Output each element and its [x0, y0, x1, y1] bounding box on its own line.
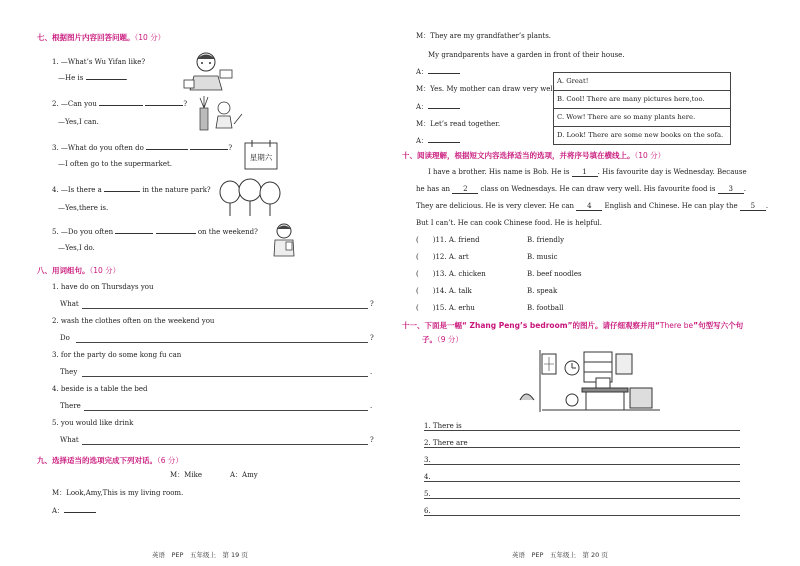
section-11-heading-tail: 子。: [422, 335, 437, 344]
section-8-title: [37, 267, 120, 275]
passage-line-3: [416, 203, 768, 211]
choice-row-14: [416, 288, 472, 295]
passage-text: he has an: [416, 185, 451, 193]
sec8-end-3: .: [370, 368, 373, 376]
sec7-q4-end: in the nature park?: [142, 186, 211, 194]
sec11-label-2: 2. There are: [424, 439, 468, 447]
sec7-q4-text: 4. —Is there a: [52, 186, 102, 194]
sec11-label-5: 5.: [424, 490, 431, 498]
answer-blank[interactable]: [428, 108, 460, 109]
choice-b-11: B. friendly: [527, 236, 565, 244]
option-d: D. Look! There are some new books on the sofa.: [554, 126, 730, 144]
sec8-answer-line-2[interactable]: [76, 342, 368, 343]
section-11-title-cont: [422, 336, 463, 344]
passage-text: .: [743, 185, 746, 193]
sec11-answer-line-4[interactable]: [424, 481, 740, 482]
option-c: C. Wow! There are so many plants here.: [554, 108, 730, 126]
answer-blank[interactable]: [115, 233, 153, 234]
sec8-words-4: 4. beside is a table the bed: [52, 385, 148, 393]
answer-blank[interactable]: [104, 191, 140, 192]
sec7-q3: [52, 145, 232, 152]
answer-blank[interactable]: [428, 142, 460, 143]
choice-row-15: [416, 305, 475, 312]
dialog-line-3-label: A：: [416, 68, 429, 76]
sec8-answer-line-5[interactable]: [82, 444, 368, 445]
dialog-line-1: M：They are my grandfather’s plants.: [416, 32, 552, 40]
sec9-line-2: [52, 508, 96, 515]
section-9-heading: 九、选择适当的选项完成下列对话。: [37, 456, 157, 465]
section-10-title: [402, 152, 665, 160]
dialog-line-6: M：Let’s read together.: [416, 120, 501, 128]
choice-a: ( )12. A. art: [416, 253, 469, 261]
answer-blank[interactable]: [428, 73, 460, 74]
calendar-label: 星期六: [249, 153, 273, 162]
sec11-answer-line-5[interactable]: [424, 498, 740, 499]
sec7-q1: 1. —What’s Wu Yifan like?: [52, 58, 146, 66]
option-a: A. Great!: [557, 77, 589, 85]
sec8-start-2: Do: [60, 334, 70, 342]
sec7-q2: [52, 101, 187, 108]
sec8-words-5: 5. you would like drink: [52, 419, 134, 427]
sec11-label-6: 6.: [424, 507, 431, 515]
answer-blank[interactable]: [86, 79, 126, 80]
section-11-heading-end: ”句型写六个句: [693, 321, 744, 330]
sec8-words-2: 2. wash the clothes often on the weekend you: [52, 317, 215, 325]
passage-text: English and Chinese. He can play the: [604, 202, 738, 210]
passage-blank-1: 1: [572, 169, 598, 177]
sec8-end-2: ?: [370, 334, 374, 342]
section-11-title: [402, 322, 743, 330]
section-10-points: （10 分）: [634, 151, 666, 160]
sec8-start-3: They: [60, 368, 78, 376]
sec7-a3: —I often go to the supermarket.: [58, 160, 172, 168]
section-7-title: [37, 34, 165, 42]
choice-a: ( )15. A. erhu: [416, 304, 475, 312]
choice-a: ( )11. A. friend: [416, 236, 480, 244]
passage-blank-5: 5: [740, 203, 766, 211]
sec11-answer-line-6[interactable]: [424, 515, 740, 516]
sec11-answer-line-3[interactable]: [424, 464, 740, 465]
sec11-label-3: 3.: [424, 456, 431, 464]
sec8-start-5: What: [60, 436, 79, 444]
answer-blank[interactable]: [190, 149, 228, 150]
passage-blank-4: 4: [576, 203, 602, 211]
left-page-footer: 英语 PEP 五年级上 第 19 页: [152, 551, 248, 559]
sec7-a2: —Yes,I can.: [58, 118, 99, 126]
sec7-a4: —Yes,there is.: [58, 204, 109, 212]
options-box: [553, 72, 731, 145]
sec7-a1: —He is .: [58, 74, 128, 82]
dialog-line-5-label: A：: [416, 103, 429, 111]
sec8-end-4: .: [370, 402, 373, 410]
passage-line-4: But I can’t. He can cook Chinese food. He is helpful.: [416, 219, 603, 227]
calendar-saturday-illustration: [242, 138, 282, 172]
answer-blank[interactable]: [64, 512, 96, 513]
choice-row-13: [416, 271, 486, 278]
sec11-label-4: 4.: [424, 473, 431, 481]
choice-a: ( )14. A. talk: [416, 287, 472, 295]
answer-blank[interactable]: [156, 233, 196, 234]
choice-b-15: B. football: [527, 304, 564, 312]
choice-b-14: B. speak: [527, 287, 558, 295]
choice-a: ( )13. A. chicken: [416, 270, 486, 278]
sec7-q4: [52, 187, 211, 194]
sec8-words-1: 1. have do on Thursdays you: [52, 283, 154, 291]
boy-with-phone-illustration: [270, 222, 298, 258]
sec7-q5-text: 5. —Do you often: [52, 228, 114, 236]
passage-blank-3: 3: [718, 186, 744, 194]
boy-reading-illustration: [182, 50, 234, 94]
sec8-answer-line-3[interactable]: [82, 376, 368, 377]
sec8-end-5: ?: [370, 436, 374, 444]
section-7-heading: 七、根据图片内容回答问题。: [37, 33, 135, 42]
section-7-points: （10 分）: [134, 33, 166, 42]
bedroom-illustration: [512, 348, 662, 414]
passage-text: class on Wednesdays. He can draw very well. His favourite food is: [480, 185, 716, 193]
passage-text: They are delicious. He is very clever. He can: [416, 202, 575, 210]
option-b: B. Cool! There are many pictures here,too.: [554, 90, 730, 108]
passage-blank-2: 2: [452, 186, 478, 194]
right-page-footer: 英语 PEP 五年级上 第 20 页: [512, 551, 608, 559]
sec7-q2-end: ?: [183, 100, 188, 108]
section-8-points: （10 分）: [89, 266, 121, 275]
answer-blank[interactable]: [146, 149, 188, 150]
speaker-amy: A：Amy: [230, 471, 258, 479]
sec8-words-3: 3. for the party do some kong fu can: [52, 351, 182, 359]
answer-blank[interactable]: [99, 105, 143, 106]
sec11-label-1: 1. There is: [424, 422, 462, 430]
sec8-start-4: There: [60, 402, 81, 410]
dialog-line-2: My grandparents have a garden in front of their house.: [428, 51, 625, 59]
section-8-heading: 八、用词组句。: [37, 266, 90, 275]
section-10-heading: 十、阅读理解，根据短文内容选择适当的选项，并将序号填在横线上。: [402, 151, 635, 160]
sec9-line-2-label: A：: [52, 507, 65, 515]
section-11-heading: 十一、下面是一幅“ Zhang Peng’s bedroom”的图片。请仔细观察并用“: [402, 321, 660, 330]
passage-line-2: [416, 186, 746, 194]
sec8-answer-line-4[interactable]: [84, 410, 368, 411]
sec8-answer-line-1[interactable]: [82, 308, 368, 309]
sec7-q3-end: ?: [228, 144, 233, 152]
choice-b-13: B. beef noodles: [527, 270, 582, 278]
sec9-line-1: M：Look,Amy,This is my living room.: [52, 489, 184, 497]
choice-b-12: B. music: [527, 253, 558, 261]
speaker-mike: M：Mike: [170, 471, 202, 479]
dialog-line-7-label: A：: [416, 137, 429, 145]
answer-blank[interactable]: [145, 105, 183, 106]
section-11-points: （9 分）: [437, 335, 463, 344]
dialog-line-5: [416, 104, 460, 111]
sec7-q5: [52, 229, 258, 236]
sec7-q5-end: on the weekend?: [197, 228, 258, 236]
section-9-title: [37, 457, 183, 465]
passage-text: I have a brother. His name is Bob. He is: [428, 168, 570, 176]
section-11-keyword: There be: [659, 321, 694, 330]
sec11-answer-line-1[interactable]: [424, 430, 740, 431]
girl-with-plants-illustration: [196, 94, 244, 132]
sec7-a1-text: —He is: [58, 74, 84, 82]
choice-row-11: [416, 237, 480, 244]
choice-row-12: [416, 254, 469, 261]
sec7-a5: —Yes,I do.: [58, 244, 95, 252]
sec8-end-1: ?: [370, 300, 374, 308]
dialog-line-3: [416, 69, 460, 76]
dialog-line-7: [416, 138, 460, 145]
sec11-answer-line-2[interactable]: [424, 447, 740, 448]
sec7-q3-text: 3. —What do you often do: [52, 144, 144, 152]
dialog-line-4: M：Yes. My mother can draw very well.: [416, 85, 558, 93]
sec7-q2-text: 2. —Can you: [52, 100, 97, 108]
passage-text: .: [765, 202, 769, 210]
section-9-points: （6 分）: [157, 456, 183, 465]
passage-text: . His favourite day is Wednesday. Because: [597, 168, 747, 176]
trees-illustration: [218, 178, 282, 218]
sec8-start-1: What: [60, 300, 79, 308]
passage-line-1: [428, 169, 747, 177]
